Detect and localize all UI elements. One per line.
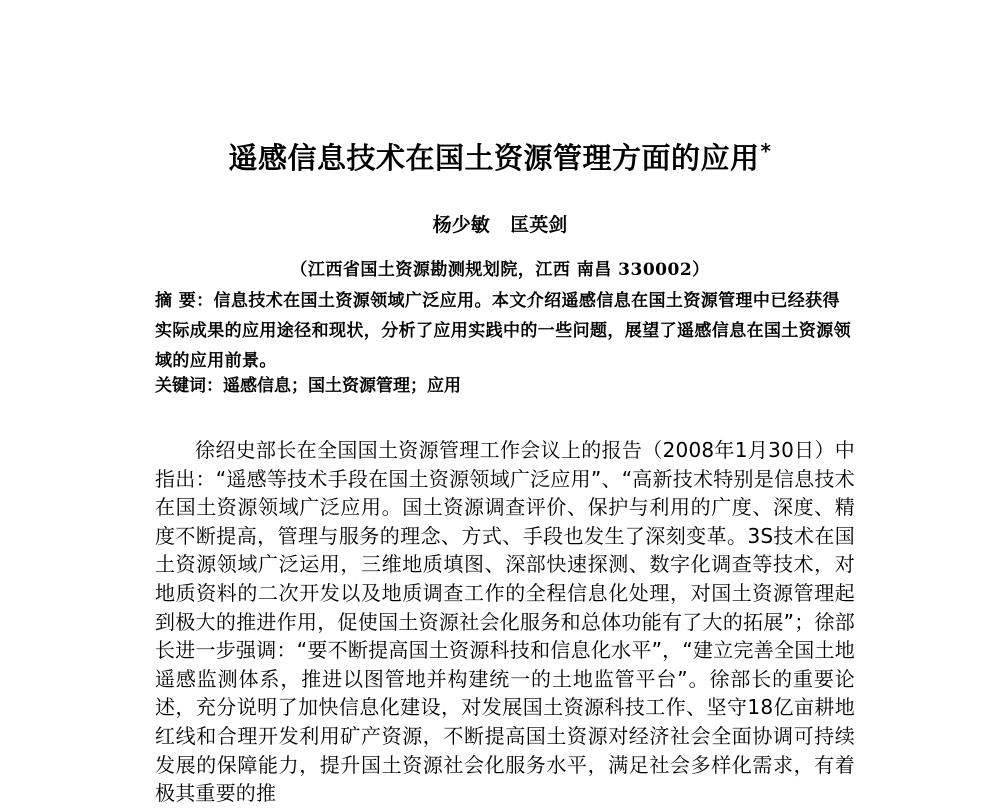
paper-authors: 杨少敏 匡英剑 bbox=[432, 214, 568, 236]
abstract-label: 摘 要： bbox=[155, 291, 214, 311]
paper-title bbox=[0, 136, 1000, 177]
title-text: 遥感信息技术在国土资源管理方面的应用 bbox=[228, 141, 760, 175]
keywords-block bbox=[155, 371, 855, 401]
paper-affiliation: （江西省国土资源勘测规划院，江西 南昌 330002） bbox=[290, 260, 710, 280]
title-footnote-mark: * bbox=[760, 139, 772, 163]
abstract-block bbox=[155, 286, 855, 376]
body-paragraph: 徐绍史部长在全国国土资源管理工作会议上的报告（2008年1月30日）中指出：“遥感等技术手段在国土资源领域广泛应用”、“高新技术特别是信息技术在国土资源领域广泛应用。国土资源调查评价、保护与利用的广度、深度、精度不断提高，管理与服务的理念、方式、手段也发生了深刻变革。3S技术在国土资源领域广泛运用，三维地质填图、深部快速探测、数字化调查等技术，对地质资料的二次开发以及地质调查工作的全程信息化处理，对国土资源管理起到极大的推进作用，促使国土资源社会化服务和总体功能有了大的拓展”；徐部长进一步强调：“要不断提高国土资源科技和信息化水平”，“建立完善全国土地遥感监测体系，推进以图管地并构建统一的土地监管平台”。徐部长的重要论述，充分说明了加快信息化建设，对发展国土资源科技工作、坚守18亿亩耕地红线和合理开发利用矿产资源，不断提高国土资源对经济社会全面协调可持续发展的保障能力，提升国土资源社会化服务水平，满足社会多样化需求，有着极其重要的推 bbox=[155, 438, 855, 806]
keywords-label: 关键词： bbox=[155, 376, 223, 396]
keywords-text: 遥感信息；国土资源管理；应用 bbox=[223, 376, 461, 396]
abstract-text: 信息技术在国土资源领域广泛应用。本文介绍遥感信息在国土资源管理中已经获得实际成果的应用途径和现状，分析了应用实践中的一些问题，展望了遥感信息在国土资源领域的应用前景。 bbox=[155, 291, 851, 371]
